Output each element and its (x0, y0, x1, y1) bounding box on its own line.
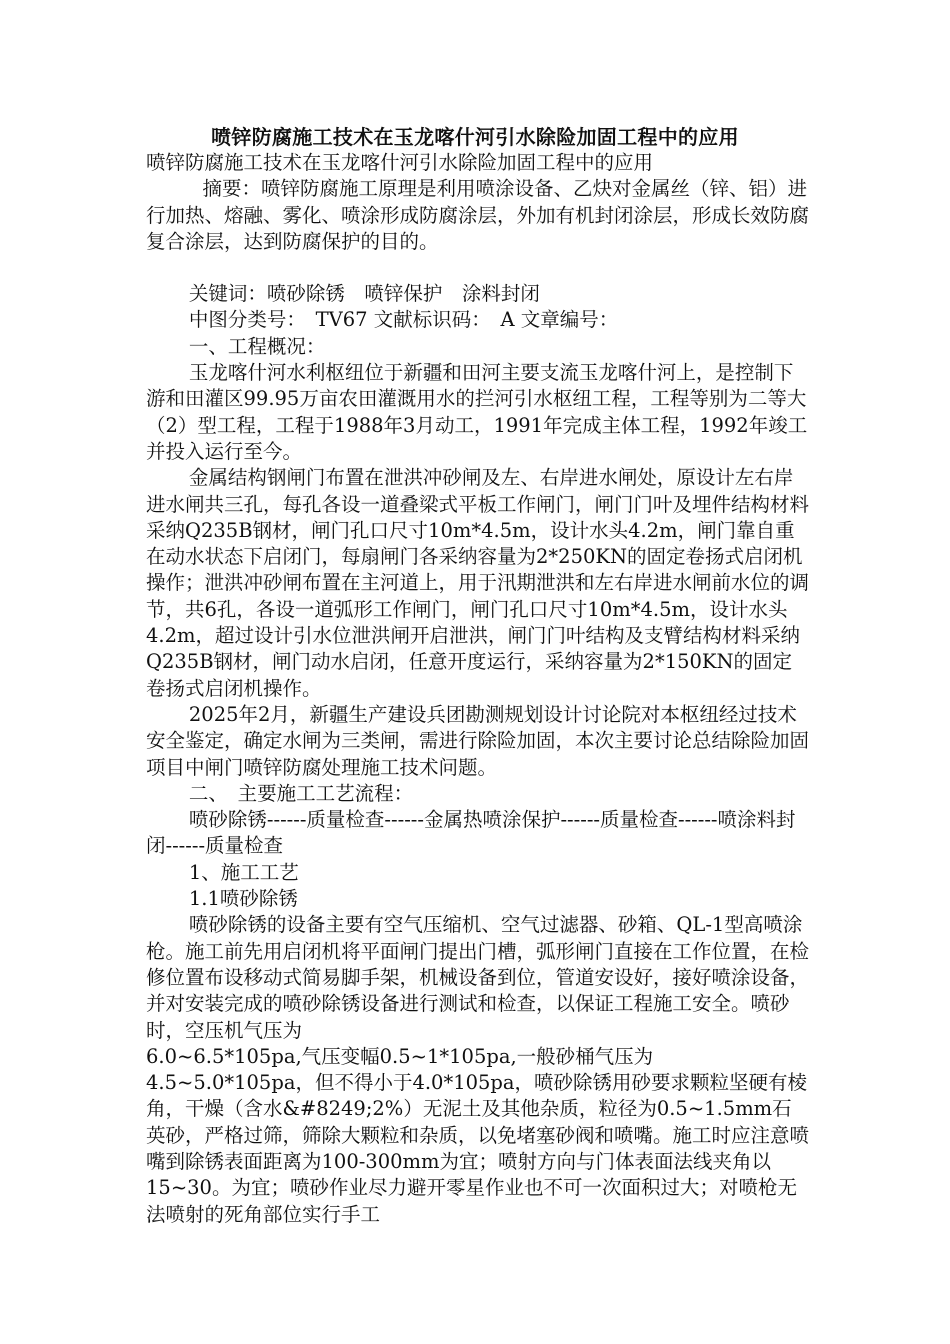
subheading-sandblasting: 1.1喷砂除锈 (188, 887, 298, 911)
process-flow-paragraph: 喷砂除锈------质量检查------金属热喷涂保护------质量检查------喷涂料封闭------质量检查 (146, 808, 796, 858)
section-heading-overview: 一、工程概况： (188, 334, 326, 358)
section-heading-process: 二、 主要施工工艺流程： (188, 781, 414, 805)
gate-structure-paragraph: 金属结构钢闸门布置在泄洪冲砂闸及左、右岸进水闸处，原设计左右岸进水闸共三孔，每孔各设一道叠梁式平板工作闸门，闸门门叶及埋件结构材料采纳Q235B钢材，闸门孔口尺寸10m*4.5m，设计水头4.2m，闸门靠自重在动水状态下启闭门，每扇闸门各采纳容量为2*250KN的固定卷扬式启闭机操作；泄洪冲砂闸布置在主河道上，用于汛期泄洪和左右岸进水闸前水位的调节，共6孔，各设一道弧形工作闸门，闸门孔口尺寸10m*4.5m，设计水头4.2m，超过设计引水位泄洪闸开启泄洪，闸门门叶结构及支臂结构材料采纳Q235B钢材，闸门动水启闭，任意开度运行，采纳容量为2*150KN的固定卷扬式启闭机操作。 (146, 466, 810, 700)
document-subtitle: 喷锌防腐施工技术在玉龙喀什河引水除险加固工程中的应用 (146, 151, 654, 174)
classification-line: 中图分类号： TV67 文献标识码： A 文章编号： (188, 308, 619, 332)
sandblasting-pressure-line: 6.0~6.5*105pa,气压变幅0.5~1*105pa,一般砂桶气压为 (146, 1044, 654, 1068)
document-body (146, 150, 810, 1228)
sandblasting-paragraph: 喷砂除锈的设备主要有空气压缩机、空气过滤器、砂箱、QL-1型高喷涂枪。施工前先用启闭机将平面闸门提出门槽，弧形闸门直接在工作位置，在检修位置布设移动式简易脚手架，机械设备到位，管道安设好，接好喷涂设备，并对安装完成的喷砂除锈设备进行测试和检查，以保证工程施工安全。喷砂时，空压机气压为 (146, 913, 810, 1042)
sandblasting-requirements-paragraph: 4.5~5.0*105pa，但不得小于4.0*105pa，喷砂除锈用砂要求颗粒坚硬有棱角，干燥（含水&#8249;2%）无泥土及其他杂质，粒径为0.5~1.5mm石英砂，严格过筛，筛除大颗粒和杂质，以免堵塞砂阀和喷嘴。施工时应注意喷嘴到除锈表面距离为100-300mm为宜；喷射方向与门体表面法线夹角以15~30。为宜；喷砂作业尽力避开零星作业也不可一次面积过大；对喷枪无法喷射的死角部位实行手工 (146, 1071, 810, 1226)
document-title: 喷锌防腐施工技术在玉龙喀什河引水除险加固工程中的应用 (211, 125, 739, 149)
subheading-construction-process: 1、施工工艺 (188, 860, 299, 884)
safety-appraisal-paragraph: 2025年2月，新疆生产建设兵团勘测规划设计讨论院对本枢纽经过技术安全鉴定，确定水闸为三类闸，需进行除险加固，本次主要讨论总结除险加固项目中闸门喷锌防腐处理施工技术问题。 (146, 702, 810, 779)
overview-paragraph: 玉龙喀什河水利枢纽位于新疆和田河主要支流玉龙喀什河上，是控制下游和田灌区99.95万亩农田灌溉用水的拦河引水枢纽工程，工程等别为二等大（2）型工程，工程于1988年3月动工，1991年完成主体工程，1992年竣工并投入运行至今。 (146, 361, 808, 463)
keywords-line: 关键词：喷砂除锈 喷锌保护 涂料封闭 (188, 282, 540, 306)
abstract-paragraph: 摘要：喷锌防腐施工原理是利用喷涂设备、乙炔对金属丝（锌、铝）进行加热、熔融、雾化、喷涂形成防腐涂层，外加有机封闭涂层，形成长效防腐复合涂层，达到防腐保护的目的。 (146, 177, 810, 253)
